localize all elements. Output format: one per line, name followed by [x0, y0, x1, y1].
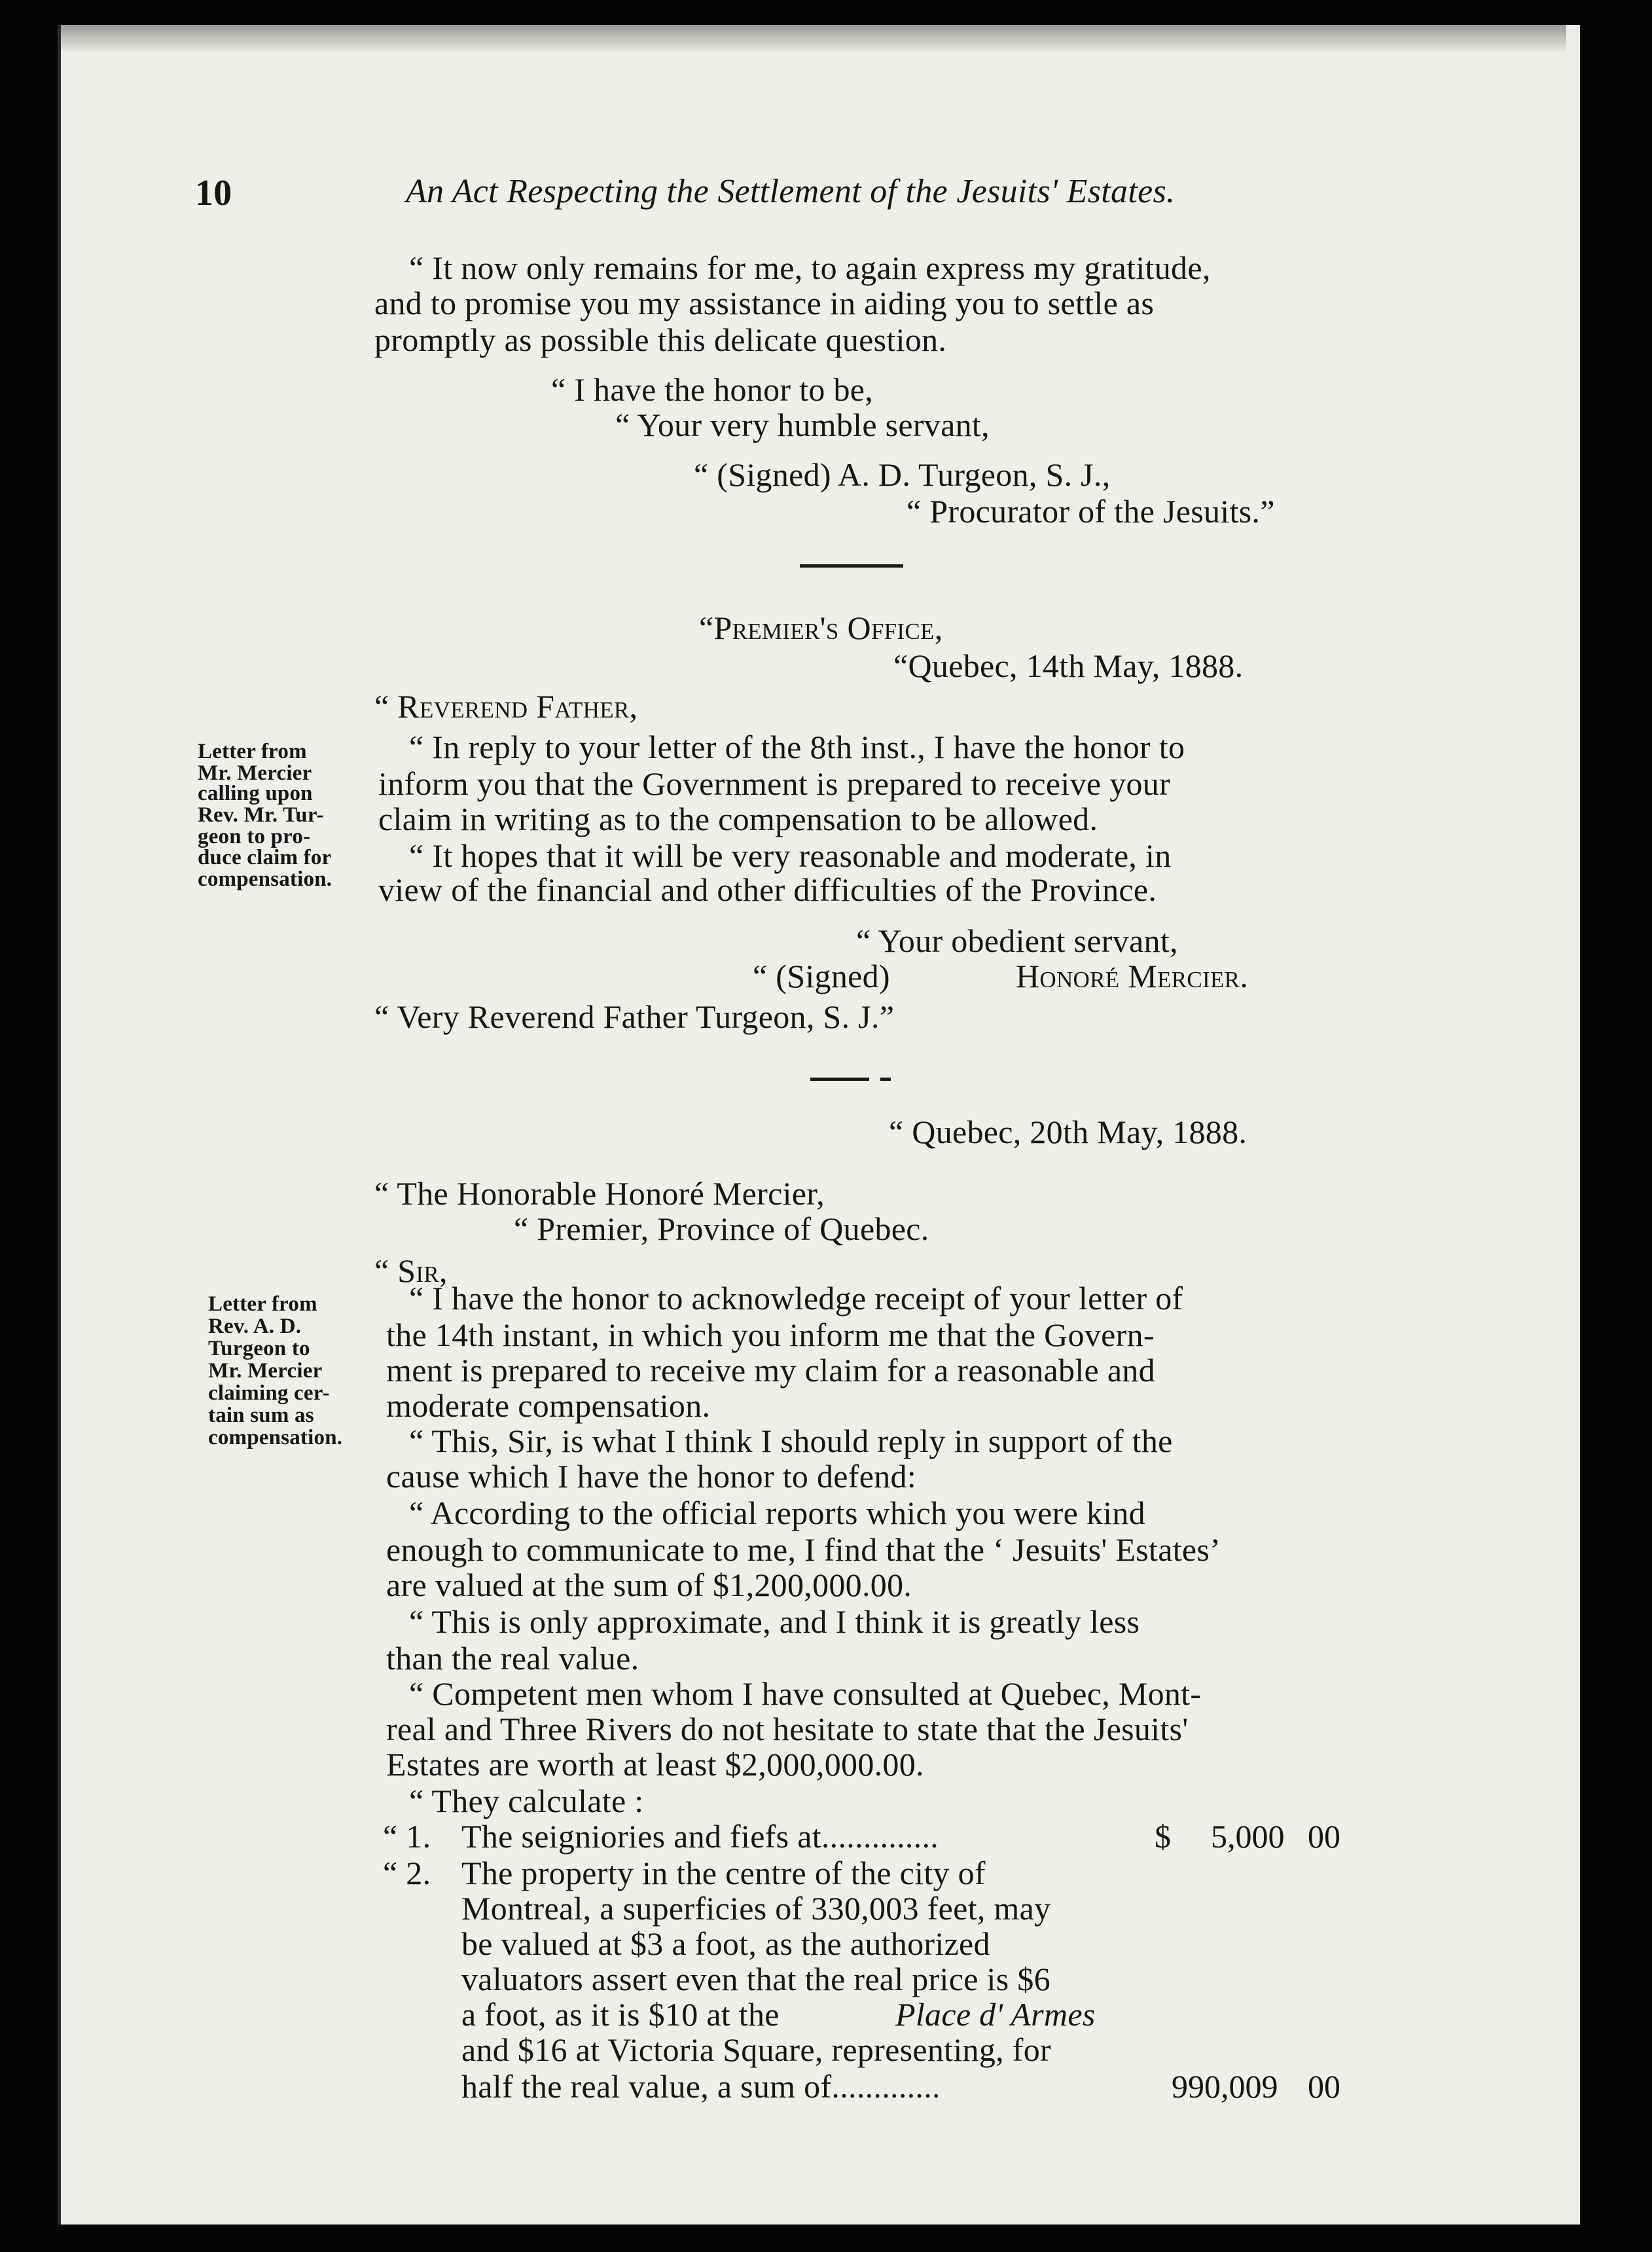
closing-line: “ Your obedient servant, [856, 922, 1178, 959]
section-divider [810, 1078, 869, 1081]
signatory-name: Honoré Mercier. [1016, 958, 1249, 994]
body-line: promptly as possible this delicate question. [374, 321, 947, 358]
margin-note-line: geon to pro- [198, 825, 311, 848]
currency-sign: $ [1155, 1818, 1171, 1855]
margin-note-line: Letter from [208, 1292, 317, 1316]
body-line: view of the financial and other difficulties of the Province. [378, 871, 1157, 908]
closing-line: “ I have the honor to be, [551, 371, 874, 408]
list-item-text: Montreal, a superficies of 330,003 feet, may [461, 1890, 1051, 1927]
addressee-line: “ Premier, Province of Quebec. [514, 1210, 929, 1247]
body-line: and to promise you my assistance in aiding you to settle as [374, 285, 1155, 321]
signature-title: “ Procurator of the Jesuits.” [907, 493, 1275, 530]
section-divider-dash [880, 1078, 891, 1081]
addressee-line: “ Very Reverend Father Turgeon, S. J.” [374, 998, 895, 1035]
body-line: are valued at the sum of $1,200,000.00. [386, 1567, 912, 1603]
list-item-number: “ 2. [383, 1855, 431, 1891]
body-line: “ It now only remains for me, to again express my gratitude, [409, 249, 1211, 286]
margin-note-line: duce claim for [198, 846, 332, 869]
body-line: “ It hopes that it will be very reasonable and moderate, in [409, 837, 1172, 874]
body-line: “ Competent men whom I have consulted at Quebec, Mont- [409, 1675, 1202, 1712]
amount-cents: 00 [1308, 1818, 1340, 1855]
page-number: 10 [195, 173, 232, 213]
body-line: enough to communicate to me, I find that the ‘ Jesuits' Estates’ [386, 1531, 1221, 1568]
margin-note-line: compensation. [208, 1426, 343, 1449]
closing-line: “ Your very humble servant, [615, 407, 990, 443]
amount-cents: 00 [1308, 2068, 1340, 2105]
margin-note-line: Turgeon to [208, 1337, 310, 1360]
margin-note-line: Rev. A. D. [208, 1315, 302, 1338]
list-item-text: The property in the centre of the city of [461, 1855, 986, 1891]
page-top-edge [61, 25, 1566, 51]
salutation: “ Reverend Father, [374, 688, 638, 725]
body-line: “ This is only approximate, and I think it is greatly less [409, 1603, 1140, 1640]
addressee-line: “ The Honorable Honoré Mercier, [374, 1175, 825, 1212]
letter-date: “Quebec, 14th May, 1888. [893, 647, 1244, 684]
body-line: than the real value. [386, 1640, 639, 1677]
margin-note-line: claiming cer- [208, 1381, 330, 1405]
list-item-number: “ 1. [383, 1818, 431, 1855]
margin-note-line: tain sum as [208, 1404, 314, 1427]
section-divider [800, 564, 903, 568]
letter-place: “Premier's Office, [699, 609, 943, 646]
body-line: real and Three Rivers do not hesitate to state that the Jesuits' [386, 1711, 1189, 1747]
body-line: ment is prepared to receive my claim for a reasonable and [386, 1352, 1155, 1389]
amount-dollars: 5,000 [1211, 1818, 1285, 1855]
list-item-text: valuators assert even that the real price is $6 [461, 1961, 1050, 1997]
list-item-text: and $16 at Victoria Square, representing, for [461, 2031, 1051, 2068]
signature-line: “ (Signed) A. D. Turgeon, S. J., [694, 456, 1111, 493]
body-line: inform you that the Government is prepared to receive your [378, 765, 1171, 802]
body-line: “ They calculate : [409, 1783, 644, 1819]
body-line: the 14th instant, in which you inform me that the Govern- [386, 1317, 1155, 1353]
body-line: “ In reply to your letter of the 8th inst., I have the honor to [409, 729, 1185, 765]
body-line: “ This, Sir, is what I think I should reply in support of the [409, 1423, 1173, 1459]
amount-dollars: 990,009 [1172, 2068, 1278, 2105]
margin-note-line: Letter from [198, 740, 307, 763]
body-line: cause which I have the honor to defend: [386, 1458, 917, 1495]
letter-date: “ Quebec, 20th May, 1888. [889, 1114, 1248, 1150]
margin-note-line: Mr. Mercier [198, 761, 312, 785]
list-item-text: half the real value, a sum of............. [461, 2068, 941, 2105]
margin-note-line: Mr. Mercier [208, 1359, 323, 1383]
body-line: Estates are worth at least $2,000,000.00. [386, 1746, 924, 1783]
signed-label: “ (Signed) [753, 958, 890, 994]
margin-note-line: compensation. [198, 867, 332, 891]
list-item-text: a foot, as it is $10 at the [461, 1996, 780, 2033]
facing-page-edge [1505, 25, 1580, 2225]
body-line: moderate compensation. [386, 1387, 711, 1424]
place-name: Place d' Armes [895, 1996, 1096, 2033]
list-item-text: be valued at $3 a foot, as the authorized [461, 1925, 990, 1962]
salutation: “ Sir, [374, 1252, 448, 1289]
body-line: “ According to the official reports which you were kind [409, 1495, 1145, 1531]
margin-note-line: Rev. Mr. Tur- [198, 803, 324, 827]
list-item-text: The seigniories and fiefs at.............. [461, 1818, 939, 1855]
running-title: An Act Respecting the Settlement of the Jesuits' Estates. [406, 173, 1176, 210]
margin-note-line: calling upon [198, 782, 313, 805]
body-line: “ I have the honor to acknowledge receipt of your letter of [409, 1280, 1183, 1317]
body-line: claim in writing as to the compensation to be allowed. [378, 801, 1098, 837]
